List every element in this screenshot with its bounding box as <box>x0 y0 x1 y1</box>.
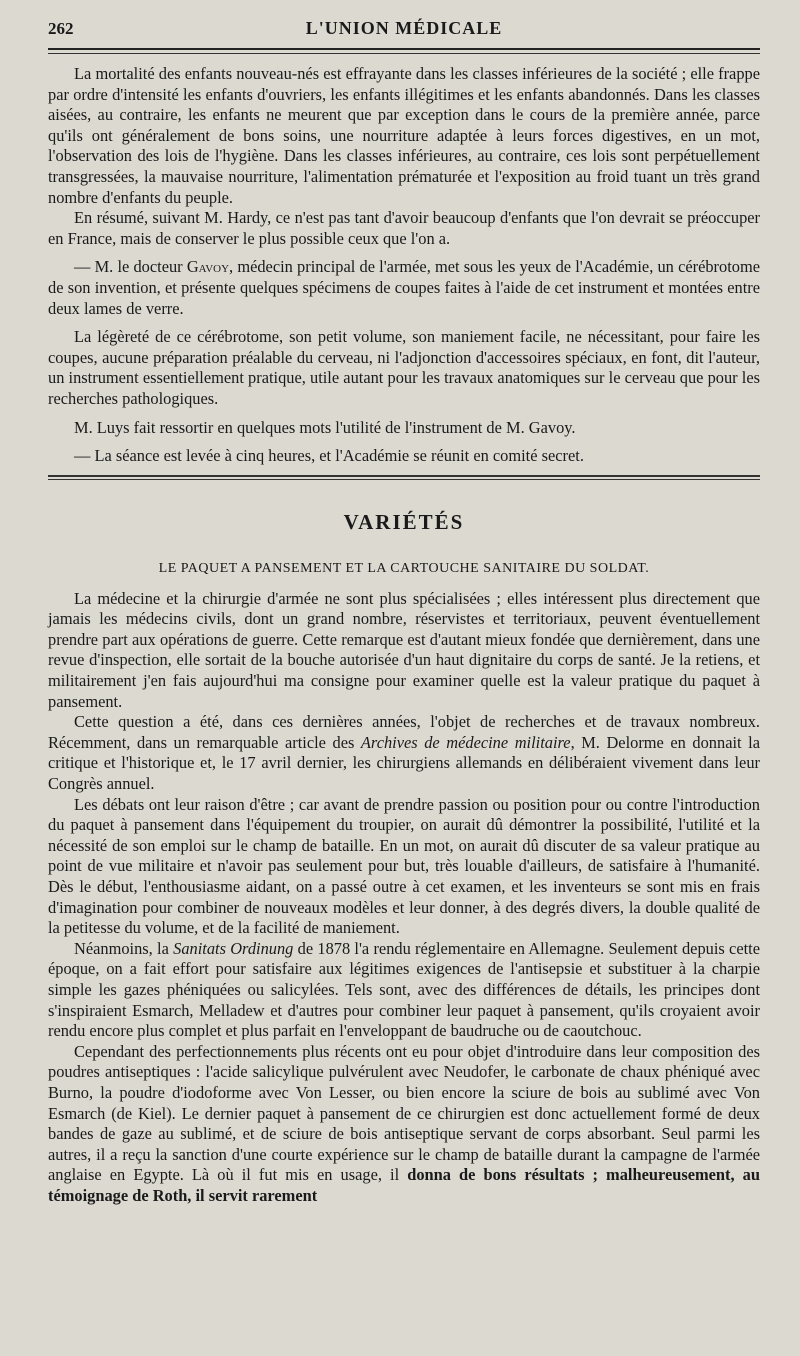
page-header <box>48 18 760 50</box>
page-number: 262 <box>48 19 74 38</box>
article-p5-text: Cependant des perfectionnements plus récents ont eu pour objet d'introduire dans leur composition des poudres antiseptiques : l'acide salicylique pulvérulent avec Neudofer, le carbonate de chaux phéniqué avec Burno, la poudre d'iodoforme avec Von Lesser, ou bien encore la sciure de bois au sublimé avec Von Esmarch (de Kiel). Le dernier paquet à pansement de ce chirurgien est donc actuellement formé de deux bandes de gaze au sublimé, et de sciure de bois antiseptique servant de corps absorbant. Seul parmi les autres, il a reçu la sanction d'une courte expérience sur le champ de bataille durant la campagne de l'armée anglaise en Egypte. Là où il fut mis en usage, il <box>48 1041 760 1185</box>
paragraph-mortality: La mortalité des enfants nouveau-nés est effrayante dans les classes inférieures de la société ; elle frappe par ordre d'intensité les enfants d'ouvriers, les enfants illégitimes et les enfants abandonnés. Dans les classes aisées, au contraire, les enfants ne meurent que par exception dans le cours de la première année, parce qu'ils ont généralement de bons soins, une nourriture adaptée à leurs forces digestives, en un mot, l'observation des lois de l'hygiène. Dans les classes inférieures, au contraire, ces lois sont perpétuellement transgressées, la mauvaise nourriture, l'alimentation prématurée et l'exposition au froid tuant un très grand nombre d'enfants du peuple. <box>48 64 760 207</box>
running-title: L'UNION MÉDICALE <box>305 18 503 38</box>
spacer <box>48 438 760 446</box>
paragraph-seance: — La séance est levée à cinq heures, et l'Académie se réunit en comité secret. <box>74 446 584 466</box>
spacer <box>48 410 760 418</box>
article-p2-before: Cette question a été, dans ces dernières années, l'objet de recherches et de travaux nombreux. Récemment, dans un remarquable article des <box>48 712 760 752</box>
article-paragraph-4 <box>48 939 760 1042</box>
header-rule <box>48 53 760 54</box>
regulation-title: Sanitats Ordinung <box>173 938 294 958</box>
spacer <box>48 249 760 257</box>
gavoy-rest: , médecin principal de l'armée, met sous les yeux de l'Académie, un cérébrotome de son invention, et présente quelques spécimens de coupes faites à l'aide de cet instrument et montées entre deux lames de verre. <box>48 257 760 318</box>
body-text <box>48 64 760 467</box>
article-paragraph-1: La médecine et la chirurgie d'armée ne sont plus spécialisées ; elles intéressent plus directement que jamais les médecins civils, dont un grand nombre, réservistes et territoriaux, peuvent éventuellement prendre part aux opérations de guerre. Cette remarque est d'autant mieux fondée que dernièrement, dans une revue d'inspection, elle sortait de la bouche autorisée d'un haut dignitaire du corps de santé. Je la retiens, et militairement j'en fais aujourd'hui ma consigne pour examiner quelle est la valeur pratique du paquet à pansement. <box>48 588 760 711</box>
paragraph-cerebrotome: La légèreté de ce cérébrotome, son petit volume, son maniement facile, ne nécessitant, pour faire les coupes, aucune préparation préalable du cerveau, ni l'adjonction d'accessoires spéciaux, en font, dit l'auteur, un instrument essentiellement pratique, utile autant pour les travaux anatomiques sur le cerveau que pour les recherches pathologiques. <box>48 327 760 408</box>
article-paragraph-2 <box>48 712 760 794</box>
paragraph-resume: En résumé, suivant M. Hardy, ce n'est pas tant d'avoir beaucoup d'enfants que l'on devrait se préoccuper en France, mais de conserver le plus possible ceux que l'on a. <box>48 208 760 248</box>
section-title: VARIÉTÉS <box>343 509 465 534</box>
article-title: LE PAQUET A PANSEMENT ET LA CARTOUCHE SANITAIRE DU SOLDAT. <box>158 560 650 576</box>
paragraph-luys: M. Luys fait ressortir en quelques mots l'utilité de l'instrument de M. Gavoy. <box>74 417 576 437</box>
gavoy-prefix: — M. le docteur <box>74 257 187 277</box>
spacer <box>48 319 760 327</box>
article-paragraph-5 <box>48 1042 760 1207</box>
journal-title: Archives de médecine militaire <box>360 732 571 752</box>
section-divider <box>48 475 760 480</box>
article-p4-after: de 1878 l'a rendu réglementaire en Allemagne. Seulement depuis cette époque, on a fait effort pour satisfaire aux légitimes exigences de l'antisepsie et substituer à la charpie simple les gazes phéniquées ou salicylées. Tels sont, avec des différences de détails, les principes dont s'inspiraient Esmarch, Melladew et d'autres pour combiner leur paquet à pansement, qu'ils croyaient avoir rendu encore plus complet et plus parfait en l'enveloppant de baudruche ou de caoutchouc. <box>48 938 760 1041</box>
article-p4-before: Néanmoins, la <box>74 938 174 958</box>
article-paragraph-3: Les débats ont leur raison d'être ; car avant de prendre passion ou position pour ou contre l'introduction du paquet à pansement dans l'équipement du troupier, on aurait dû démontrer la possibilité, l'utilité et la nécessité de son emploi sur le champ de bataille. En un mot, on aurait dû discuter de sa valeur pratique au point de vue militaire et n'avoir pas seulement pour but, très louable d'ailleurs, de satisfaire à l'humanité. Dès le début, l'enthousiasme aidant, on a passé outre à cet examen, et les inventeurs se sont mis en frais d'imagination pour combiner de nouveaux modèles et leur donner, à des degrés divers, la double qualité de la petitesse du volume, et de la facilité de maniement. <box>48 794 760 938</box>
paragraph-gavoy <box>48 257 760 319</box>
gavoy-name: Gavoy <box>186 257 230 277</box>
article-p2-after: , M. Delorme en donnait la critique et l'historique et, le 17 avril dernier, les chirurgiens allemands en délibéraient vivement dans leur Congrès annuel. <box>48 732 760 794</box>
article-text <box>48 589 760 1207</box>
article-p5-bold: donna de bons résultats ; malheureusement, au témoignage de Roth, il servit rarement <box>48 1165 760 1205</box>
